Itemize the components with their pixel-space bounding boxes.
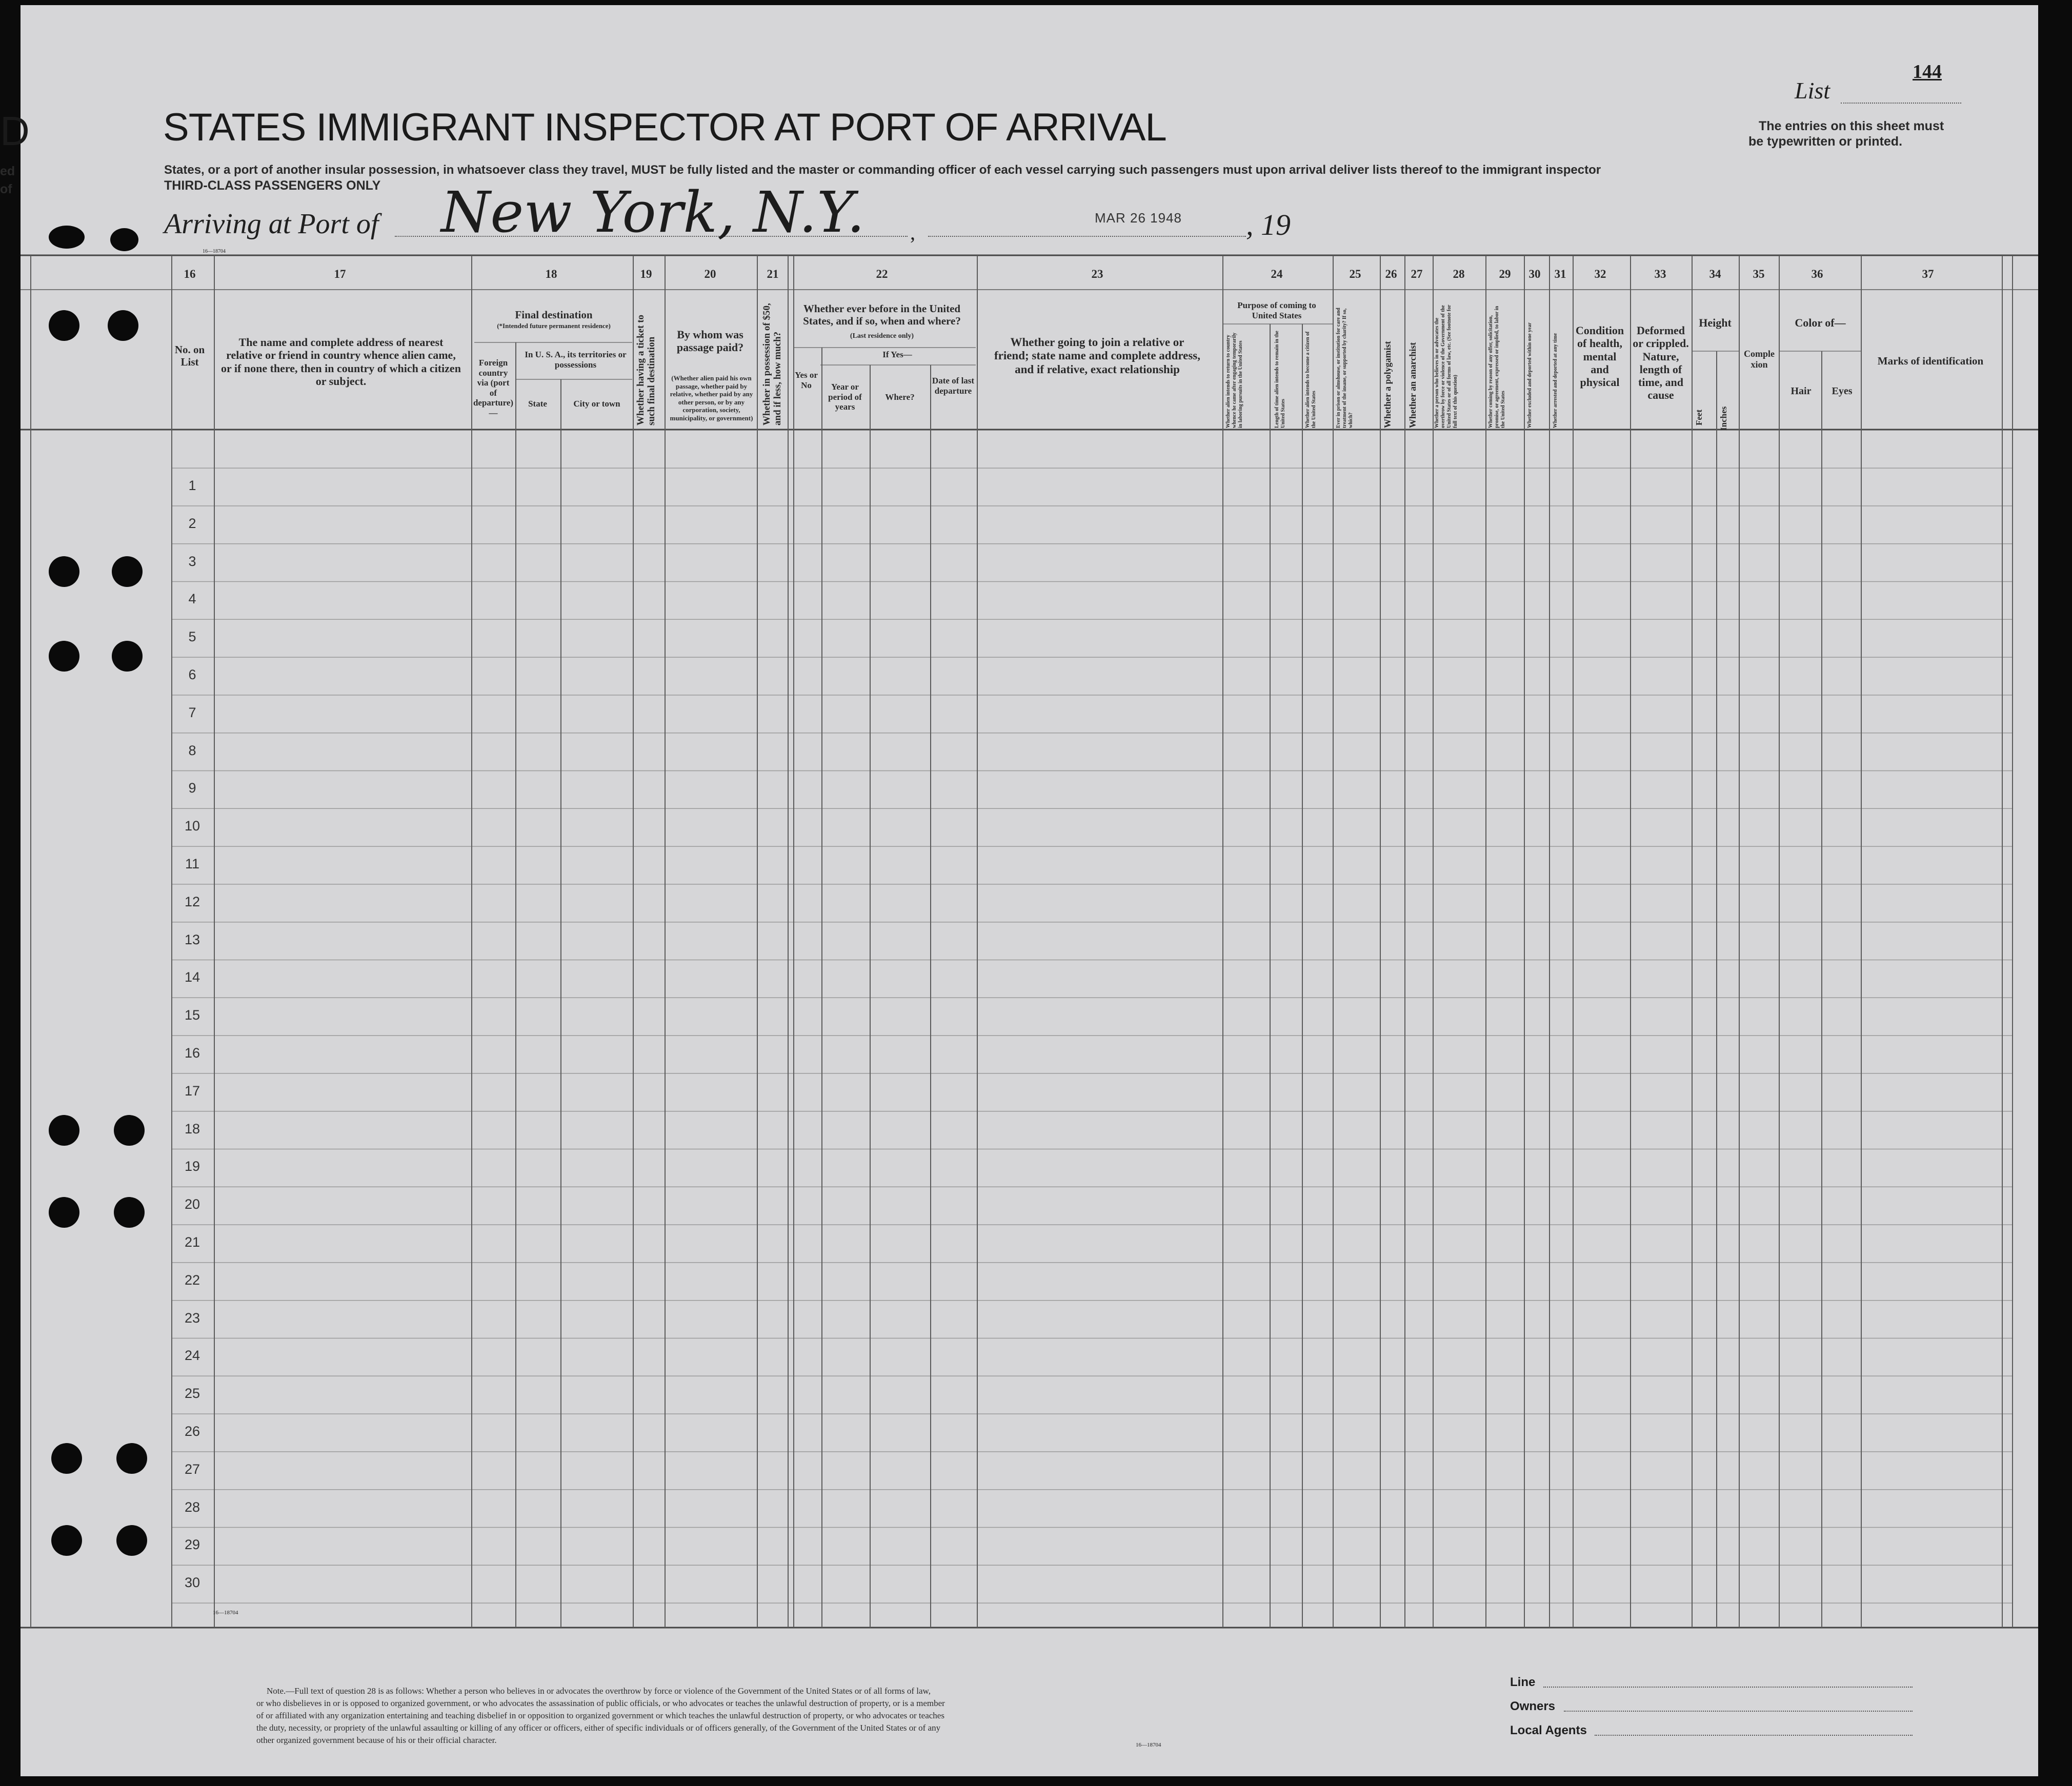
header-if-yes: If Yes— xyxy=(882,350,912,359)
col-number: 32 xyxy=(1594,268,1606,280)
col-number: 33 xyxy=(1654,268,1666,280)
comma: , xyxy=(910,221,915,244)
agents-underline xyxy=(1595,1735,1913,1736)
col-number: 31 xyxy=(1554,268,1566,280)
row-number: 7 xyxy=(188,704,196,720)
header-deformed: Deformed or crippled. Nature, length of time, and cause xyxy=(1633,324,1689,402)
header-ever-before: Whether ever before in the United States, and if so, when and where? xyxy=(803,302,961,328)
footnote-line: the duty, necessity, or propriety of the unlawful assaulting or killing of any officer or officers, either of specific individuals or of officers generally, of the Government of the United States or of any xyxy=(256,1723,941,1733)
header-final-destination: Final destination xyxy=(515,309,593,321)
footnote-line: Note.—Full text of question 28 is as follows: Whether a person who believes in or advocates the overthrow by force or violence of the Government of the United States or of all forms of law, xyxy=(267,1686,931,1696)
row-number: 24 xyxy=(184,1348,200,1364)
header-join-relative: Whether going to join a relative or friend; state name and complete address, and if relative, exact relationship xyxy=(994,336,1201,376)
row-number: 2 xyxy=(188,515,196,531)
col-number: 24 xyxy=(1271,268,1283,280)
edge-text-1: ed xyxy=(0,164,15,178)
col-number: 28 xyxy=(1453,268,1465,280)
col-number: 27 xyxy=(1411,268,1423,280)
header-final-destination-note: (*Intended future permanent residence) xyxy=(497,322,611,330)
footnote-line: other organized government because of his or their official character. xyxy=(256,1735,497,1745)
row-number: 20 xyxy=(184,1196,200,1212)
row-number: 1 xyxy=(188,478,196,493)
header-passage-paid: By whom was passage paid? xyxy=(676,328,744,354)
header-anarchist: Whether an anarchist xyxy=(1407,342,1418,428)
col-number: 26 xyxy=(1385,268,1397,280)
header-height: Height xyxy=(1699,316,1732,329)
row-number: 5 xyxy=(188,629,196,645)
row-number: 6 xyxy=(188,667,196,682)
row-number: 17 xyxy=(184,1083,200,1099)
header-color-of: Color of— xyxy=(1795,316,1846,329)
col-number: 22 xyxy=(876,268,888,280)
header-purpose-citizen: Whether alien intends to become a citizen of the United States xyxy=(1305,331,1317,428)
header-health: Condition of health, mental and physical xyxy=(1575,324,1624,389)
header-hair: Hair xyxy=(1791,385,1812,397)
col-number: 20 xyxy=(704,268,716,280)
header-polygamist: Whether a polygamist xyxy=(1382,341,1393,428)
row-number: 3 xyxy=(188,553,196,569)
entries-note-1: The entries on this sheet must xyxy=(1759,119,1944,133)
col-number: 35 xyxy=(1753,268,1765,280)
row-number: 26 xyxy=(184,1424,200,1439)
instructions-text: States, or a port of another insular possession, in whatsoever class they travel, MUST be fully listed and the master or commanding officer of each vessel carrying such passengers must upon arrival deliver lists thereof to the immigrant inspector xyxy=(164,163,1601,177)
port-handwritten: New York, N.Y. xyxy=(441,179,865,245)
header-in-usa: In U. S. A., its territories or possessions xyxy=(525,350,627,370)
header-last-residence: (Last residence only) xyxy=(850,332,914,340)
date-stamp: MAR 26 1948 xyxy=(1095,210,1182,226)
line-label: Line xyxy=(1510,1675,1536,1689)
col-number: 16 xyxy=(184,268,196,280)
row-number: 18 xyxy=(184,1121,200,1136)
col-number: 37 xyxy=(1922,268,1934,280)
header-purpose-return: Whether alien intends to return to country whence he came after engaging temporarily in laboring pursuits in the United States xyxy=(1225,332,1243,428)
header-yes-no: Yes or No xyxy=(795,370,818,390)
row-number: 29 xyxy=(184,1537,200,1553)
line-underline xyxy=(1543,1687,1913,1688)
header-year-period: Year or period of years xyxy=(828,382,862,412)
col-number: 30 xyxy=(1528,268,1541,280)
header-overthrow: Whether a person who believes in or advocates the overthrow by force or violence of the Government of the United States or of all forms of law, etc. (See footnote for full text of this question) xyxy=(1434,305,1458,428)
row-number: 9 xyxy=(188,780,196,796)
header-purpose-length: Length of time alien intends to remain in the United States xyxy=(1274,331,1286,428)
col-number: 29 xyxy=(1499,268,1511,280)
row-number: 8 xyxy=(188,742,196,758)
row-number: 4 xyxy=(188,591,196,607)
header-no-on-list: No. on List xyxy=(174,343,205,369)
row-number: 13 xyxy=(184,931,200,947)
row-number: 10 xyxy=(184,818,200,834)
row-number: 19 xyxy=(184,1159,200,1174)
page-title: STATES IMMIGRANT INSPECTOR AT PORT OF ARRIVAL xyxy=(163,106,1166,149)
col-number: 18 xyxy=(545,268,557,280)
row-number: 23 xyxy=(184,1310,200,1326)
row-number: 21 xyxy=(184,1234,200,1250)
footnote-line: of or affiliated with any organization entertaining and teaching disbelief in or opposition to organized government or which teaches the unlawful destruction of property, or who advocates or teaches xyxy=(256,1711,944,1720)
row-number: 16 xyxy=(184,1045,200,1061)
row-number: 12 xyxy=(184,894,200,909)
col-number: 19 xyxy=(640,268,652,280)
header-offer-labor: Whether coming by reason of any offer, solicitation, promise, or agreement, expressed or implied, to labor in the United States xyxy=(1488,306,1506,428)
header-eyes: Eyes xyxy=(1832,385,1853,397)
footnote-line: or who disbelieves in or is opposed to organized government, or who advocates the assassination of public officials, or who advocates or teaches the unlawful destruction of property, or is a member xyxy=(256,1698,945,1708)
header-where: Where? xyxy=(885,392,915,402)
header-complexion: Complexion xyxy=(1744,349,1775,370)
edge-letter: D xyxy=(0,108,29,154)
header-excluded: Whether excluded and deported within one year xyxy=(1527,322,1533,428)
header-foreign-country: Foreign country via (port of departure)— xyxy=(473,358,514,418)
row-number: 27 xyxy=(184,1461,200,1477)
list-label: List xyxy=(1795,77,1830,104)
row-number: 30 xyxy=(184,1575,200,1591)
year-prefix: , 19 xyxy=(1246,208,1291,241)
row-number: 15 xyxy=(184,1007,200,1023)
row-number: 11 xyxy=(185,856,200,871)
header-fifty-dollars: Whether in possession of $50, and if less, how much? xyxy=(761,303,783,425)
row-number: 28 xyxy=(184,1499,200,1515)
header-inches: Inches xyxy=(1719,406,1728,431)
header-state: State xyxy=(528,399,547,409)
row-number: 14 xyxy=(184,969,200,985)
agents-label: Local Agents xyxy=(1510,1723,1587,1737)
row-number: 22 xyxy=(184,1272,200,1288)
header-passage-paid-note: (Whether alien paid his own passage, whether paid by relative, whether paid by any other person, or by any corporation, society, municipality, or government) xyxy=(670,374,753,422)
list-number: 144 xyxy=(1913,61,1942,83)
col-number: 36 xyxy=(1811,268,1823,280)
form-code-left: 16—18704 xyxy=(213,1610,238,1616)
arriving-label: Arriving at Port of xyxy=(164,208,379,240)
col-number: 17 xyxy=(334,268,346,280)
owners-underline xyxy=(1564,1711,1913,1712)
col-number: 23 xyxy=(1091,268,1103,280)
edge-text-2: of xyxy=(0,182,12,196)
entries-note-2: be typewritten or printed. xyxy=(1748,134,1903,149)
header-city: City or town xyxy=(573,399,620,409)
col-number: 25 xyxy=(1349,268,1361,280)
col-number: 34 xyxy=(1709,268,1721,280)
header-relative-address: The name and complete address of nearest relative or friend in country whence alien came, or if none there, then in country of which a citizen or subject. xyxy=(221,336,461,388)
header-feet: Feet xyxy=(1694,409,1704,425)
class-note: THIRD-CLASS PASSENGERS ONLY xyxy=(164,178,381,193)
header-date-departure: Date of last departure xyxy=(932,376,975,396)
header-ticket: Whether having a ticket to such final destination xyxy=(635,314,657,425)
header-marks: Marks of identification xyxy=(1877,355,1984,367)
header-purpose: Purpose of coming to United States xyxy=(1237,300,1316,320)
header-prison: Ever in prison or almshouse, or institution for care and treatment of the insane, or supported by charity? If so, which? xyxy=(1336,308,1354,428)
form-code-top: 16—18704 xyxy=(203,249,226,254)
col-number: 21 xyxy=(767,268,779,280)
row-number: 25 xyxy=(184,1386,200,1402)
form-code-bottom: 16—18704 xyxy=(1136,1742,1161,1748)
header-arrested: Whether arrested and deported at any time xyxy=(1553,333,1558,428)
owners-label: Owners xyxy=(1510,1699,1556,1713)
